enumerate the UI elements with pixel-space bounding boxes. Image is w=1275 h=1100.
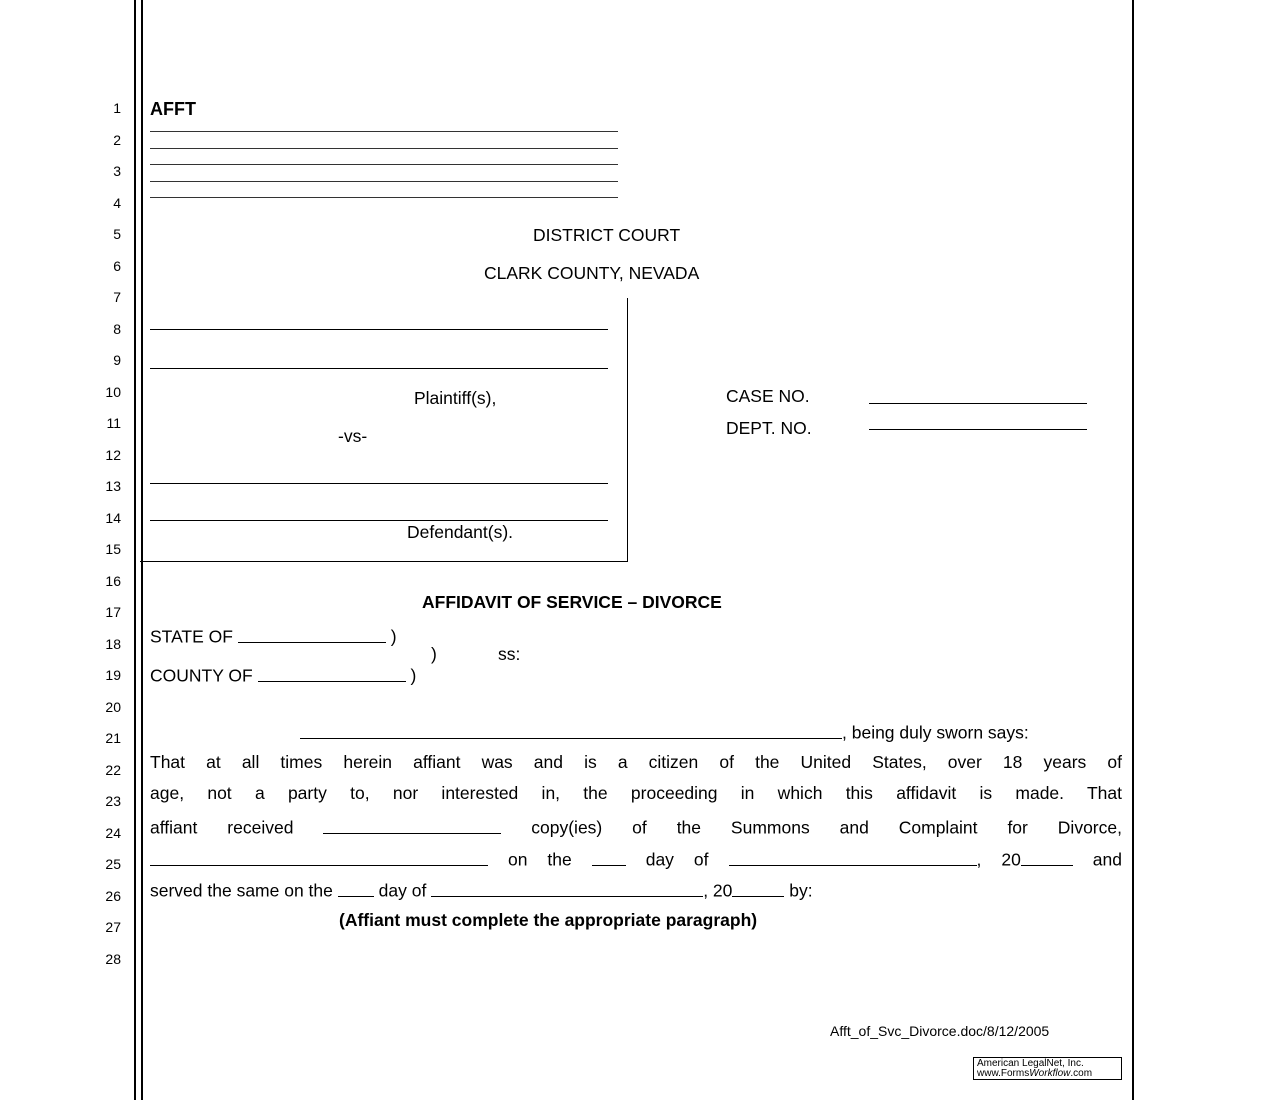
publisher-stamp (973, 1057, 1122, 1080)
line-number: 13 (105, 478, 121, 494)
caption-box-bottom (140, 561, 628, 562)
line-number: 26 (105, 887, 121, 904)
case-no-label: CASE NO. (726, 386, 810, 406)
line-number: 28 (105, 950, 121, 967)
paren: ) (431, 644, 437, 664)
defendant-line[interactable] (150, 520, 608, 521)
margin-rule (141, 0, 143, 1100)
line-number: 2 (113, 131, 121, 148)
line-number: 8 (113, 320, 121, 337)
line-number: 18 (105, 635, 121, 652)
plaintiff-line[interactable] (150, 329, 608, 330)
state-of-label: STATE OF ) (150, 624, 397, 648)
vs-label: -vs- (338, 426, 368, 446)
defendant-line[interactable] (150, 483, 608, 484)
county-of-label: COUNTY OF ) (150, 663, 416, 687)
line-number: 11 (106, 415, 121, 431)
plaintiff-label: Plaintiff(s), (414, 388, 497, 408)
margin-rule (134, 0, 136, 1100)
caption-box-right (627, 298, 628, 562)
county-field[interactable] (258, 663, 406, 682)
copies-field[interactable] (323, 815, 501, 834)
body-line-25: on the day of , 20 and (150, 847, 1122, 871)
stamp-line-2: www.FormsWorkflow.com (977, 1068, 1093, 1079)
line-number: 23 (105, 793, 121, 809)
attorney-line[interactable] (150, 181, 618, 182)
defendant-label: Defendant(s). (407, 522, 514, 542)
court-name: DISTRICT COURT (533, 225, 681, 245)
document-title: AFFIDAVIT OF SERVICE – DIVORCE (422, 592, 722, 612)
document-footer: Afft_of_Svc_Divorce.doc/8/12/2005 (830, 1023, 1050, 1039)
line-number: 27 (105, 919, 121, 935)
line-number: 10 (105, 383, 121, 400)
instruction: (Affiant must complete the appropriate paragraph) (339, 910, 758, 930)
year-field[interactable] (1021, 847, 1073, 866)
line-number: 25 (105, 856, 121, 872)
line-number: 17 (105, 604, 121, 620)
line-number: 16 (105, 572, 121, 589)
court-county: CLARK COUNTY, NEVADA (484, 263, 700, 283)
dept-no-label: DEPT. NO. (726, 418, 812, 438)
served-month-field[interactable] (431, 878, 703, 897)
line-number: 24 (105, 824, 121, 841)
case-no-field[interactable] (869, 403, 1087, 404)
line-number: 7 (113, 289, 121, 305)
stamp-line-1: American LegalNet, Inc. (977, 1058, 1084, 1069)
ss-label: ss: (498, 644, 521, 664)
line-number: 21 (105, 730, 121, 746)
line-number: 5 (113, 226, 121, 242)
served-day-field[interactable] (338, 878, 374, 897)
line-number: 9 (113, 352, 121, 368)
body-line-26: served the same on the day of , 20 by: (150, 878, 813, 902)
line-number: 22 (105, 761, 121, 778)
attorney-line[interactable] (150, 131, 618, 132)
line-number: 14 (105, 509, 121, 526)
line-number: 20 (105, 698, 121, 715)
body-line-24: affiant received copy(ies) of the Summons and Complaint for Divorce, (150, 815, 1122, 839)
served-year-field[interactable] (732, 878, 784, 897)
affiant-line: , being duly sworn says: (300, 720, 1029, 744)
attorney-line[interactable] (150, 197, 618, 198)
body-line-23: age, not a party to, nor interested in, the proceeding in which this affidavit is made. That (150, 783, 1122, 803)
line-number: 3 (113, 163, 121, 179)
body-line-22: That at all times herein affiant was and is a citizen of the United States, over 18 years of (150, 752, 1122, 772)
line-number: 19 (105, 667, 121, 683)
day-field[interactable] (592, 847, 626, 866)
affiant-name-field[interactable] (300, 720, 842, 739)
month-field[interactable] (729, 847, 977, 866)
right-margin-rule (1132, 0, 1134, 1100)
served-person-field[interactable] (150, 847, 488, 866)
document-code: AFFT (150, 99, 196, 119)
line-number: 6 (113, 257, 121, 274)
dept-no-field[interactable] (869, 429, 1087, 430)
line-number: 15 (105, 541, 121, 557)
line-number: 12 (105, 446, 121, 463)
state-field[interactable] (238, 624, 386, 643)
attorney-line[interactable] (150, 164, 618, 165)
line-number: 4 (113, 194, 121, 211)
line-number: 1 (113, 100, 121, 116)
attorney-line[interactable] (150, 148, 618, 149)
plaintiff-line[interactable] (150, 368, 608, 369)
